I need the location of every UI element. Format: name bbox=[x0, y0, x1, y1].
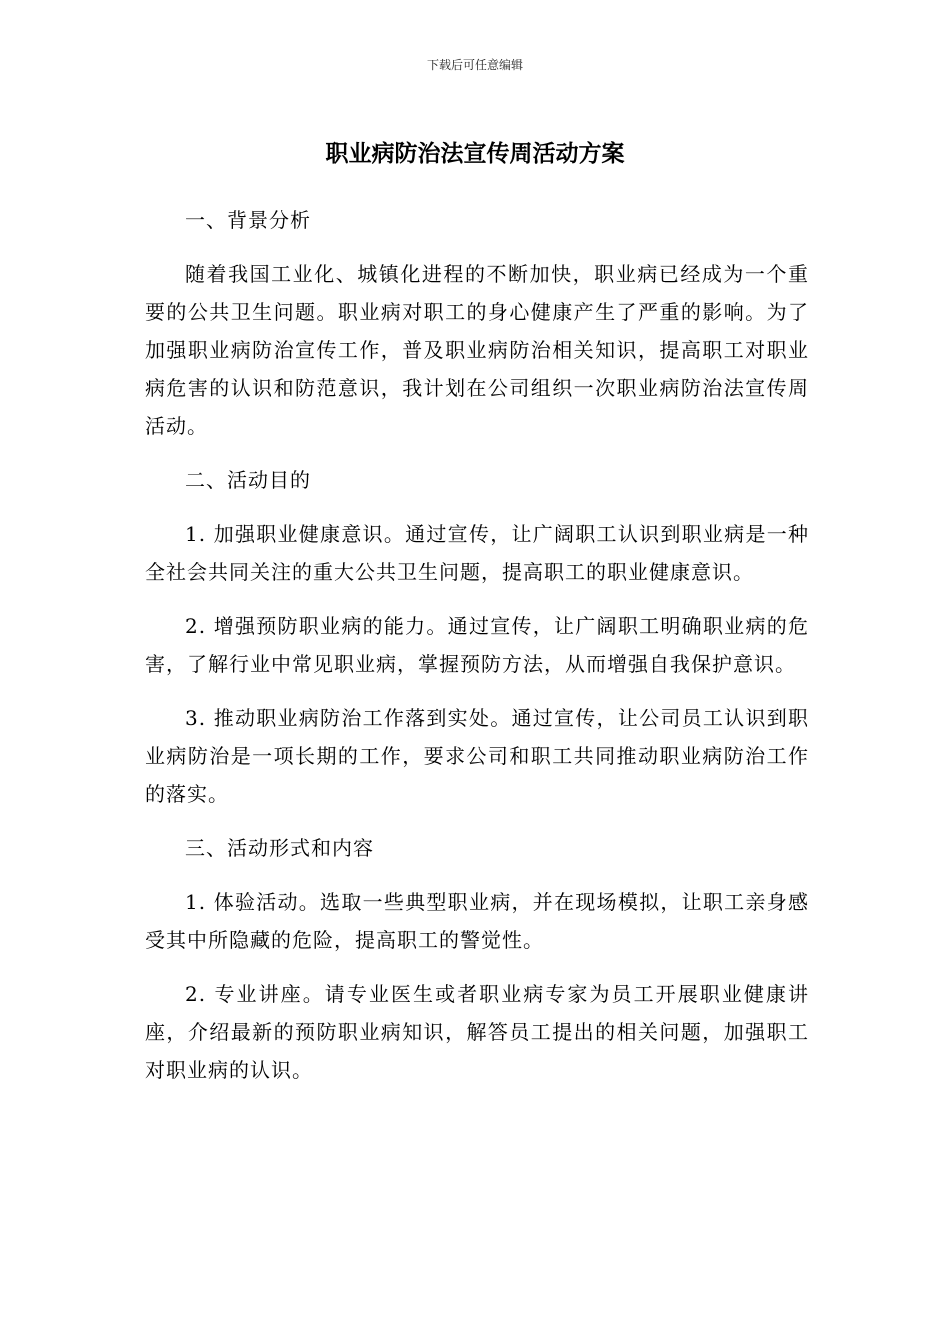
form-item-2: 2. 专业讲座。请专业医生或者职业病专家为员工开展职业健康讲座，介绍最新的预防职业病知识，解答员工提出的相关问题，加强职工对职业病的认识。 bbox=[145, 982, 809, 1082]
section-heading-form-content: 三、活动形式和内容 bbox=[185, 836, 374, 860]
purpose-item-3: 3. 推动职业病防治工作落到实处。通过宣传，让公司员工认识到职业病防治是一项长期的工作，要求公司和职工共同推动职业病防治工作的落实。 bbox=[145, 706, 809, 806]
form-item-1: 1. 体验活动。选取一些典型职业病，并在现场模拟，让职工亲身感受其中所隐藏的危险，提高职工的警觉性。 bbox=[145, 890, 809, 952]
purpose-item-2: 2. 增强预防职业病的能力。通过宣传，让广阔职工明确职业病的危害，了解行业中常见职业病，掌握预防方法，从而增强自我保护意识。 bbox=[145, 614, 809, 676]
purpose-item-1: 1. 加强职业健康意识。通过宣传，让广阔职工认识到职业病是一种全社会共同关注的重大公共卫生问题，提高职工的职业健康意识。 bbox=[145, 522, 809, 584]
document-title: 职业病防治法宣传周活动方案 bbox=[325, 141, 625, 167]
paragraph-background: 随着我国工业化、城镇化进程的不断加快，职业病已经成为一个重要的公共卫生问题。职业病对职工的身心健康产生了严重的影响。为了加强职业病防治宣传工作，普及职业病防治相关知识，提高职工对职业病危害的认识和防范意识，我计划在公司组织一次职业病防治法宣传周活动。 bbox=[145, 262, 809, 438]
header-note: 下载后可任意编辑 bbox=[426, 58, 523, 72]
document-body bbox=[145, 201, 809, 1105]
section-heading-purpose: 二、活动目的 bbox=[185, 468, 311, 492]
section-heading-background: 一、背景分析 bbox=[185, 208, 311, 232]
